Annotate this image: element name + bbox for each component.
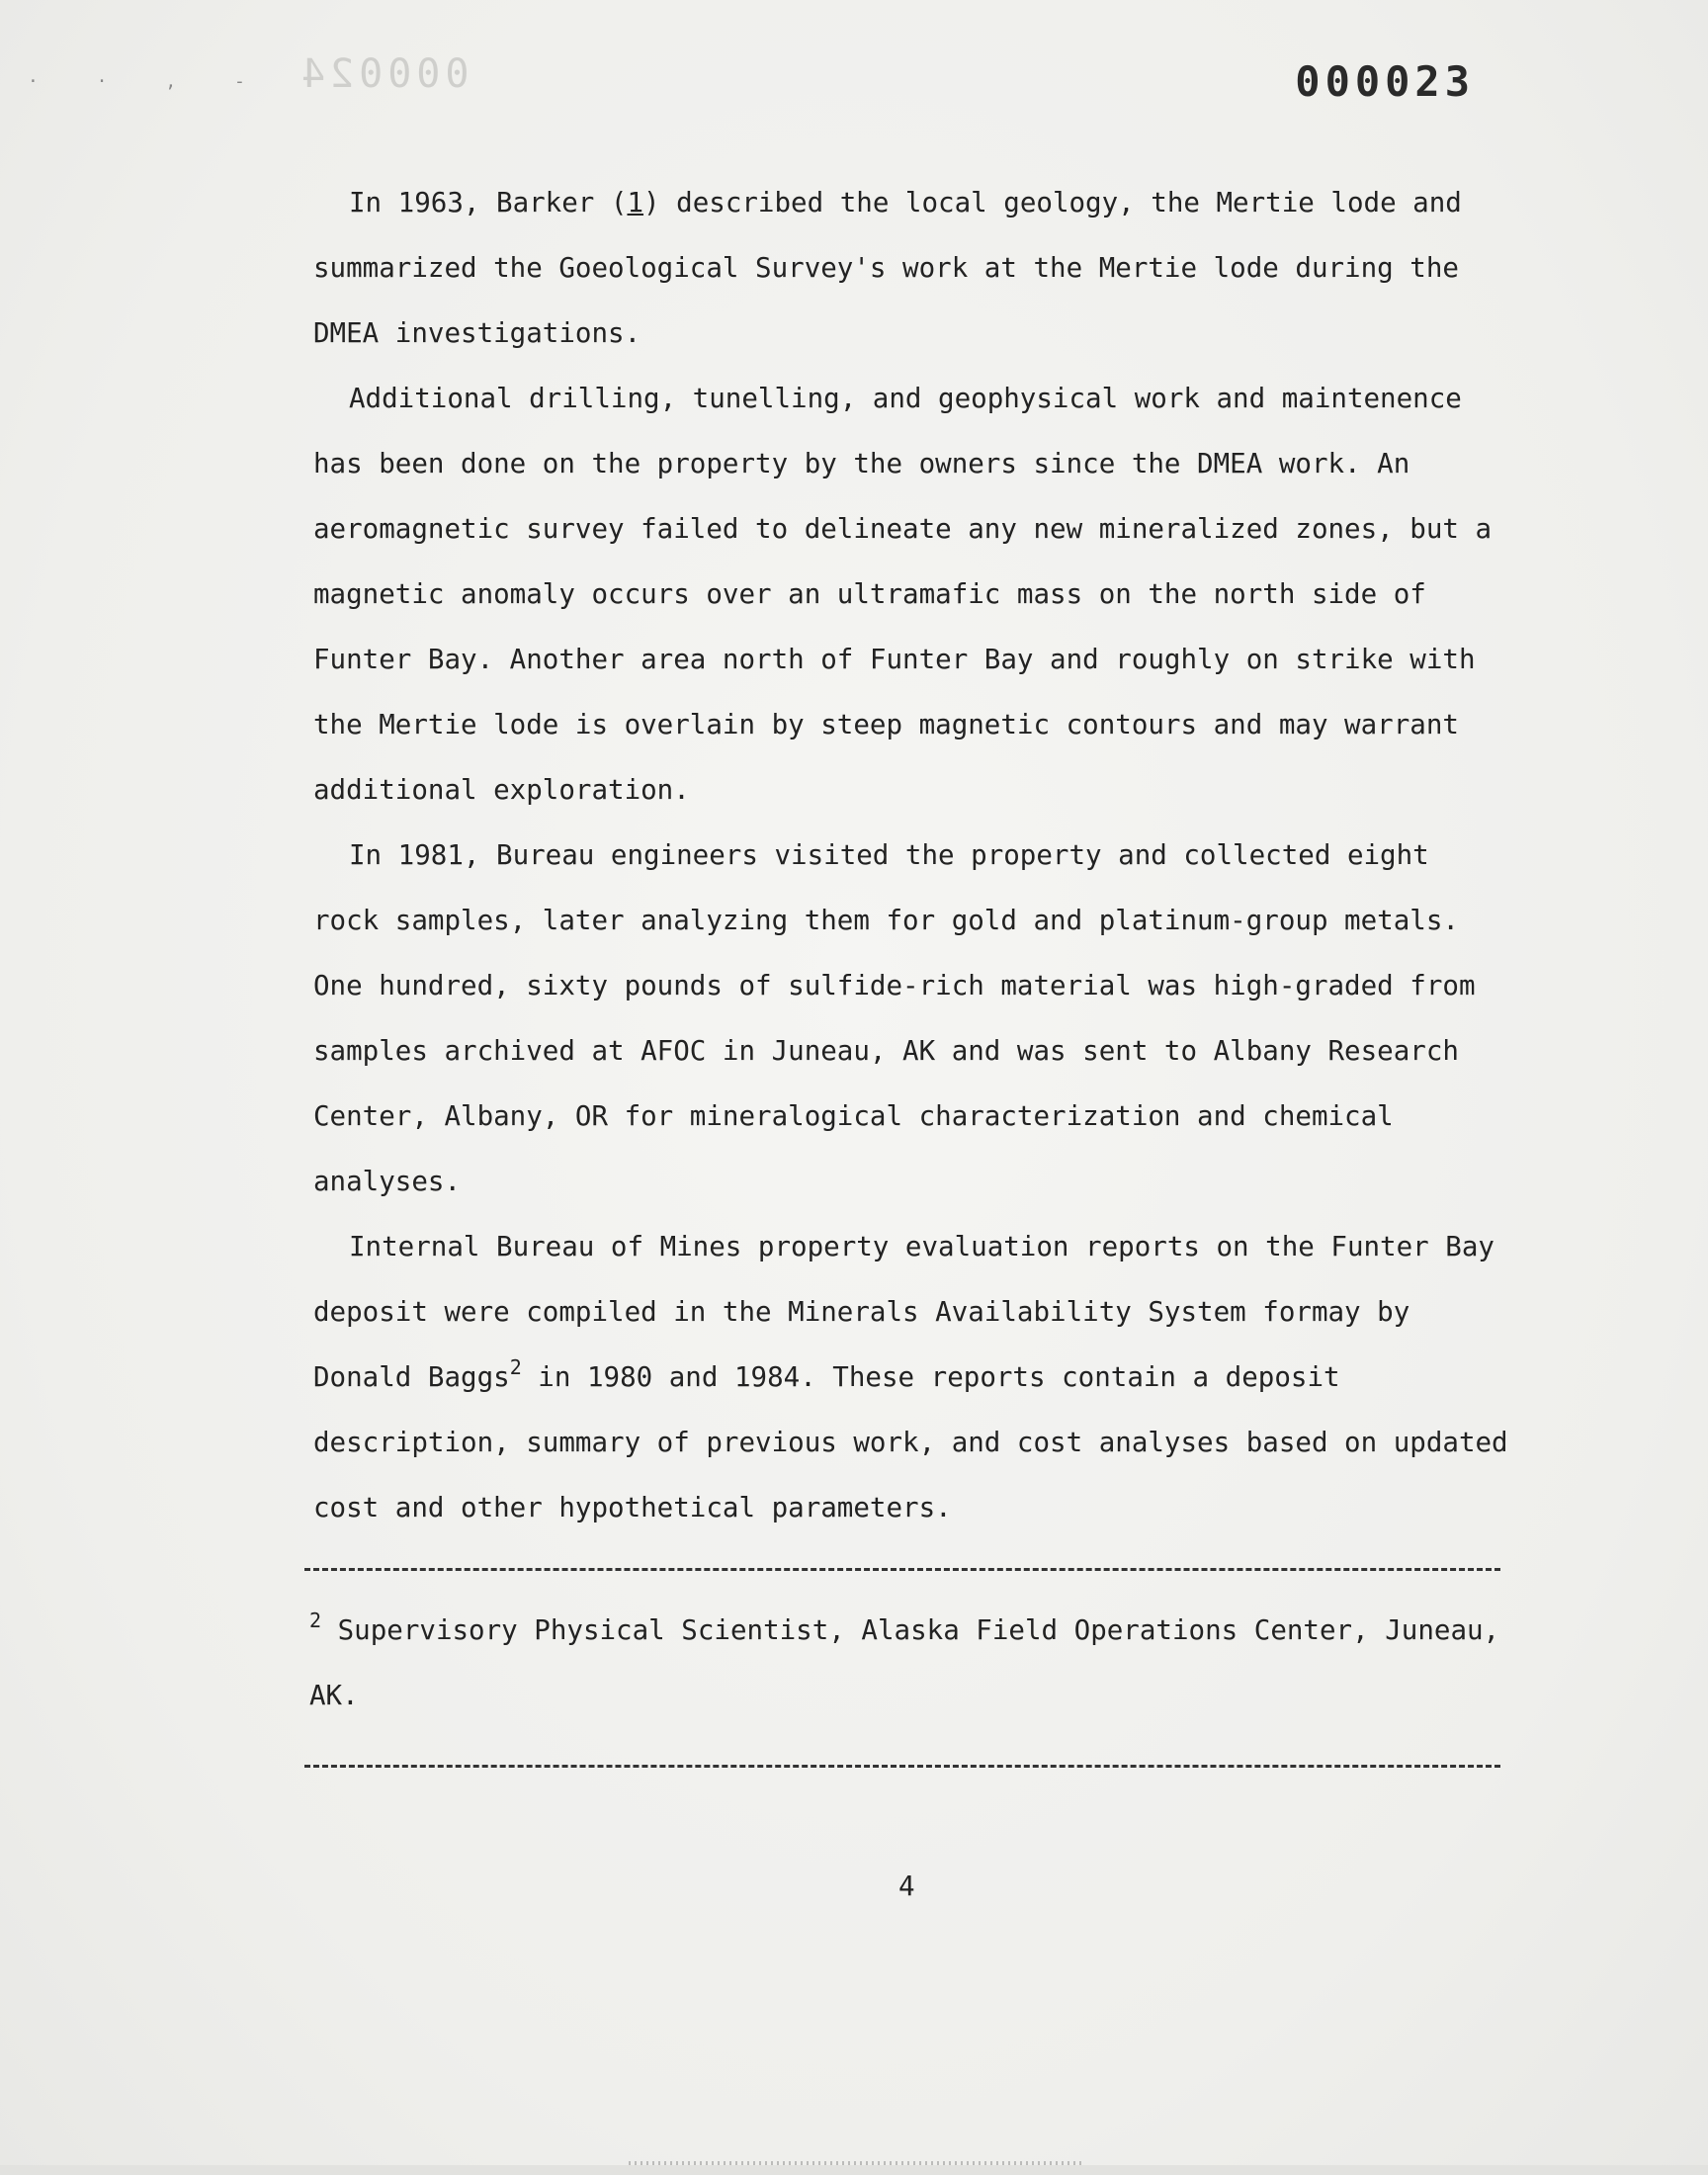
- footnote-divider-top: [304, 1568, 1500, 1571]
- paragraph-1-after: ) described the local geology, the Mertie lode and summarized the Goeological Survey's work at the Mertie lode during the DMEA investigations.: [313, 187, 1462, 349]
- paragraph-1-before: In 1963, Barker (: [349, 187, 628, 218]
- paragraph-3: In 1981, Bureau engineers visited the property and collected eight rock samples, later analyzing them for gold and platinum-group metals. One hundred, sixty pounds of sulfide-rich material was high-graded from samples archived at AFOC in Juneau, AK and was sent to Albany Research Center, Albany, OR for mineralogical characterization and chemical analyses.: [313, 839, 1476, 1197]
- body-text: [313, 170, 1509, 1540]
- paragraph-4: [313, 1214, 1509, 1540]
- scan-specks: · · ‚ ‐: [28, 71, 269, 92]
- document-number: 000023: [1295, 57, 1475, 106]
- footnote-marker: 2: [309, 1609, 322, 1632]
- reference-1: 1: [627, 187, 644, 218]
- footnote-text: Supervisory Physical Scientist, Alaska Field Operations Center, Juneau, AK.: [309, 1614, 1500, 1711]
- page-number: 4: [898, 1870, 915, 1902]
- paragraph-1: [313, 170, 1509, 366]
- footnote: [309, 1598, 1505, 1728]
- page-bottom-edge: [0, 2165, 1708, 2175]
- footnote-divider-bottom: [304, 1765, 1500, 1768]
- footnote-text-line: [309, 1598, 1505, 1728]
- footnote-reference-2: 2: [509, 1355, 522, 1379]
- paragraph-2: Additional drilling, tunelling, and geophysical work and maintenence has been done on the property by the owners since the DMEA work. An aeromagnetic survey failed to delineate any new mineralized zones, but a magnetic anomaly occurs over an ultramafic mass on the north side of Funter Bay. Another area north of Funter Bay and roughly on strike with the Mertie lode is overlain by steep magnetic contours and may warrant additional exploration.: [313, 383, 1493, 806]
- ghost-document-number: 000024: [297, 51, 470, 97]
- paragraph-4-after: in 1980 and 1984. These reports contain a deposit description, summary of previous work, and cost analyses based on updated cost and other hypothetical parameters.: [313, 1361, 1508, 1523]
- paragraph-4-before: Internal Bureau of Mines property evaluation reports on the Funter Bay deposit were compiled in the Minerals Availability System formay by Donald Baggs: [313, 1231, 1494, 1393]
